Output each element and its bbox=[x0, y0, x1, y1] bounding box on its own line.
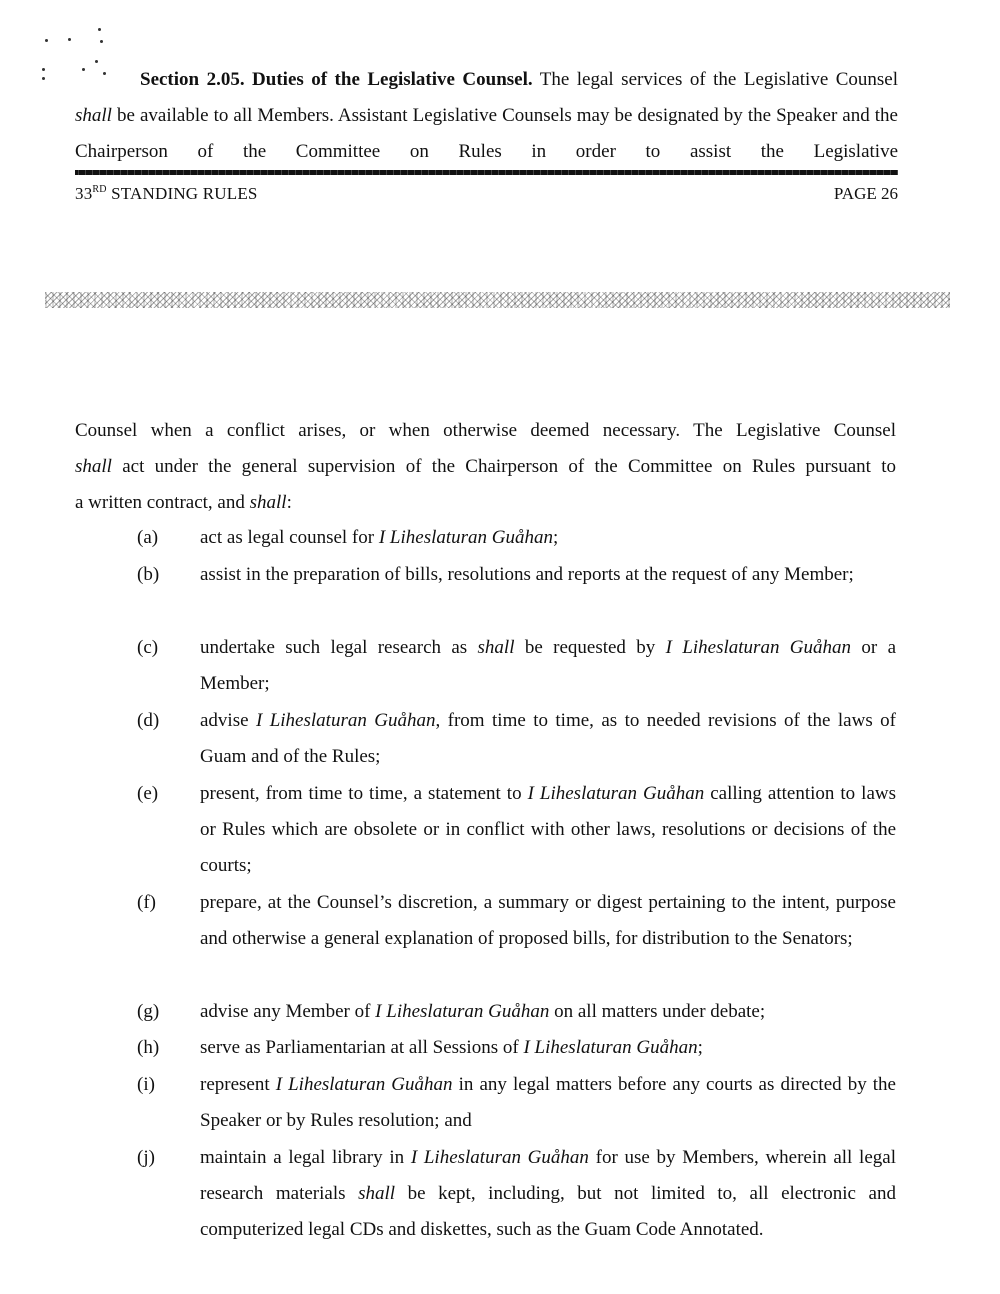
item-em: I Liheslaturan Guåhan bbox=[523, 1037, 698, 1058]
item-text: undertake such legal research as bbox=[200, 637, 478, 658]
footer-title-text: STANDING RULES bbox=[106, 184, 258, 203]
item-text: or a Member; bbox=[200, 637, 896, 694]
list-item-label: (d) bbox=[137, 710, 160, 731]
continuation-line-3-end: : bbox=[286, 492, 292, 513]
scan-speck bbox=[68, 38, 71, 41]
list-item-label: (c) bbox=[137, 637, 159, 658]
item-text: for use by Members, wherein all legal research materials bbox=[200, 1147, 896, 1204]
list-item-label: (g) bbox=[137, 1001, 160, 1022]
scan-speck bbox=[45, 39, 48, 42]
footer-title bbox=[75, 184, 258, 204]
item-em: I Liheslaturan Guåhan bbox=[527, 783, 705, 804]
item-text: serve as Parliamentarian at all Sessions of bbox=[200, 1037, 524, 1058]
continuation-line-2-text: act under the general supervision of the Chairperson of the Committee on Rules pursuant to bbox=[111, 456, 896, 477]
item-em: I Liheslaturan Guåhan bbox=[375, 1001, 550, 1022]
list-item-text bbox=[200, 885, 896, 957]
continuation-em: shall bbox=[75, 456, 112, 477]
list-item-text bbox=[200, 630, 896, 702]
list-item-text bbox=[200, 1140, 896, 1248]
continuation-line-3 bbox=[75, 485, 896, 521]
item-em: I Liheslaturan Guåhan bbox=[410, 1147, 589, 1168]
list-item-label: (i) bbox=[137, 1074, 155, 1095]
list-item-label: (a) bbox=[137, 527, 159, 548]
list-item-text bbox=[200, 994, 896, 1030]
footer-suffix: RD bbox=[92, 184, 107, 195]
scan-speck bbox=[100, 40, 103, 43]
list-item-text bbox=[200, 703, 896, 775]
item-text: on all matters under debate; bbox=[549, 1001, 766, 1022]
item-text: ; bbox=[697, 1037, 703, 1058]
item-text: be requested by bbox=[514, 637, 666, 658]
section-2-05-paragraph bbox=[75, 62, 898, 170]
item-em: I Liheslaturan Guåhan bbox=[255, 710, 436, 731]
top-em-1: shall bbox=[75, 105, 112, 126]
scan-speck bbox=[98, 28, 101, 31]
item-em: shall bbox=[358, 1183, 396, 1204]
item-text: present, from time to time, a statement to bbox=[200, 783, 528, 804]
list-item-label: (b) bbox=[137, 564, 160, 585]
continuation-paragraph bbox=[75, 413, 896, 521]
footer-number: 33 bbox=[75, 184, 93, 203]
item-text: be kept, including, but not limited to, all electronic and computerized legal CDs and diskettes, such as the Guam Code Annotated. bbox=[200, 1183, 896, 1240]
item-text: assist in the preparation of bills, resolutions and reports at the request of any Member; bbox=[200, 564, 854, 585]
list-item-text bbox=[200, 520, 896, 556]
item-text: maintain a legal library in bbox=[200, 1147, 411, 1168]
list-item-label: (f) bbox=[137, 892, 156, 913]
list-item-text bbox=[200, 1030, 896, 1066]
item-text: , from time to time, as to needed revisions of the laws of Guam and of the Rules; bbox=[200, 710, 896, 767]
list-item-label: (j) bbox=[137, 1147, 155, 1168]
item-em: I Liheslaturan Guåhan bbox=[378, 527, 554, 548]
item-text: calling attention to laws or Rules which are obsolete or in conflict with other laws, resolutions or decisions of the courts; bbox=[200, 783, 896, 876]
continuation-line-1: Counsel when a conflict arises, or when otherwise deemed necessary. The Legislative Counsel bbox=[75, 420, 896, 441]
list-item-label: (e) bbox=[137, 783, 159, 804]
footer-page-number: PAGE 26 bbox=[833, 184, 898, 203]
item-text: ; bbox=[553, 527, 559, 548]
item-text: advise any Member of bbox=[200, 1001, 376, 1022]
continuation-em-2: shall bbox=[249, 492, 287, 513]
item-text: act as legal counsel for bbox=[200, 527, 379, 548]
scan-speck bbox=[42, 68, 45, 71]
top-text-1: The legal services of the Legislative Counsel bbox=[532, 69, 899, 90]
list-item-text bbox=[200, 557, 896, 593]
item-text: in any legal matters before any courts as directed by the Speaker or by Rules resolution; and bbox=[200, 1074, 896, 1131]
section-heading: Section 2.05. Duties of the Legislative Counsel. bbox=[140, 69, 533, 90]
scan-speck bbox=[42, 77, 45, 80]
item-em: shall bbox=[477, 637, 515, 658]
page-break-divider bbox=[45, 292, 950, 308]
list-item-text bbox=[200, 776, 896, 884]
item-em: I Liheslaturan Guåhan bbox=[275, 1074, 453, 1095]
list-item-text bbox=[200, 1067, 896, 1139]
item-em: I Liheslaturan Guåhan bbox=[665, 637, 852, 658]
continuation-line-3-start: a written contract, and bbox=[75, 492, 250, 513]
item-text: advise bbox=[200, 710, 256, 731]
item-text: prepare, at the Counsel’s discretion, a summary or digest pertaining to the intent, purpose and otherwise a general explanation of proposed bills, for distribution to the Senators; bbox=[200, 892, 896, 949]
footer-rule bbox=[75, 170, 898, 175]
top-text-2: be available to all Members. Assistant Legislative Counsels may be designated by the Speaker and the Chairperson of the Committee on Rules in order to assist the Legislative bbox=[75, 105, 898, 162]
continuation-line-2 bbox=[75, 449, 896, 485]
item-text: represent bbox=[200, 1074, 276, 1095]
list-item-label: (h) bbox=[137, 1037, 160, 1058]
